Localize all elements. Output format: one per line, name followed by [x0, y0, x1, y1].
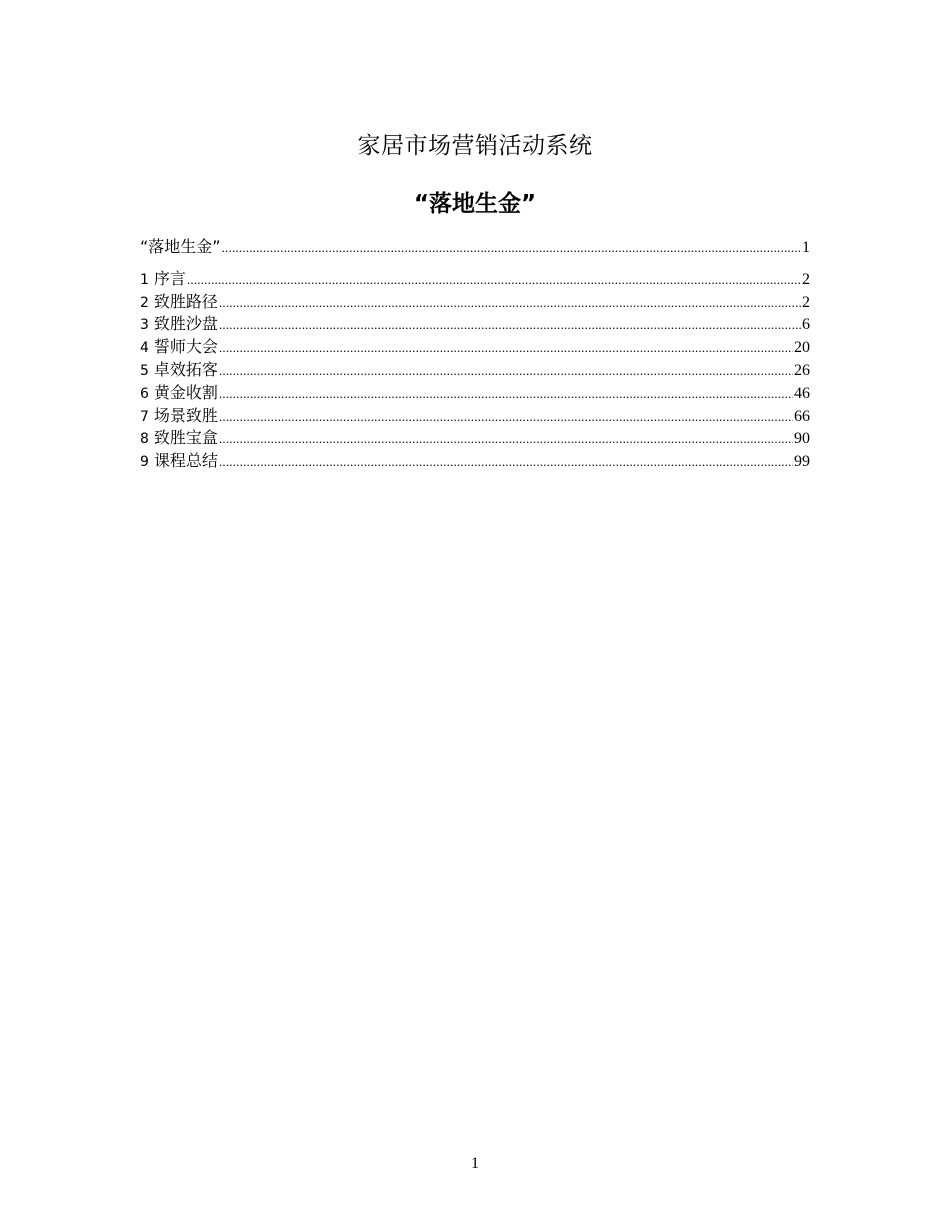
- toc-entry-title: 序言: [153, 268, 186, 288]
- toc-entry-number: 7: [140, 408, 149, 425]
- table-of-contents: [140, 236, 810, 473]
- toc-entry-number: 3: [140, 317, 149, 334]
- document-subtitle: “落地生金”: [413, 191, 537, 217]
- page-number-footer: 1: [471, 1155, 479, 1172]
- toc-entry-8[interactable]: [140, 427, 810, 450]
- toc-entry-title: 场景致胜: [153, 405, 218, 425]
- toc-entry-page: 2: [802, 293, 810, 311]
- toc-entry-page: 46: [794, 384, 810, 402]
- toc-entry-3[interactable]: [140, 313, 810, 336]
- toc-entry-page: 2: [802, 270, 810, 288]
- toc-entry-page: 20: [794, 339, 810, 357]
- toc-entry-title: 誓师大会: [153, 337, 218, 357]
- toc-dot-leader: [219, 428, 793, 451]
- toc-dot-leader: [219, 337, 793, 360]
- toc-entry-page: 26: [794, 361, 810, 379]
- toc-dot-leader: [219, 360, 793, 383]
- toc-dot-leader: [187, 269, 801, 292]
- toc-entry-number: 9: [140, 454, 149, 471]
- toc-entry-number: 1: [140, 271, 149, 288]
- toc-entry-number: 4: [140, 340, 149, 357]
- toc-entry-page: 6: [802, 316, 810, 334]
- toc-entry-7[interactable]: [140, 405, 810, 428]
- toc-dot-leader: [222, 237, 801, 260]
- toc-dot-leader: [219, 383, 793, 406]
- toc-entry-page: 99: [794, 453, 810, 471]
- toc-entry-number: 5: [140, 362, 149, 379]
- toc-dot-leader: [219, 406, 793, 429]
- toc-entry-page: 66: [794, 407, 810, 425]
- toc-entry-page: 1: [802, 239, 810, 256]
- toc-entry-title: 致胜宝盒: [153, 428, 218, 448]
- toc-entry-title: 卓效拓客: [153, 359, 218, 379]
- toc-dot-leader: [219, 451, 793, 474]
- document-title: 家居市场营销活动系统: [357, 133, 593, 159]
- toc-entry-2[interactable]: [140, 291, 810, 314]
- toc-entry-6[interactable]: [140, 382, 810, 405]
- toc-dot-leader: [219, 314, 801, 337]
- toc-entry-number: 6: [140, 385, 149, 402]
- toc-entry-number: 2: [140, 294, 149, 311]
- toc-entry-title: “落地生金”: [140, 237, 221, 256]
- toc-dot-leader: [219, 292, 801, 315]
- toc-entry-title: 致胜路径: [153, 291, 218, 311]
- toc-entry-title: 致胜沙盘: [153, 314, 218, 334]
- toc-entry-1[interactable]: [140, 268, 810, 291]
- toc-entry-cover[interactable]: [140, 236, 810, 259]
- toc-entry-title: 课程总结: [153, 451, 218, 471]
- toc-entry-title: 黄金收割: [153, 382, 218, 402]
- toc-entry-page: 90: [794, 430, 810, 448]
- toc-entry-4[interactable]: [140, 336, 810, 359]
- toc-entry-5[interactable]: [140, 359, 810, 382]
- toc-entry-9[interactable]: [140, 450, 810, 473]
- toc-entry-number: 8: [140, 431, 149, 448]
